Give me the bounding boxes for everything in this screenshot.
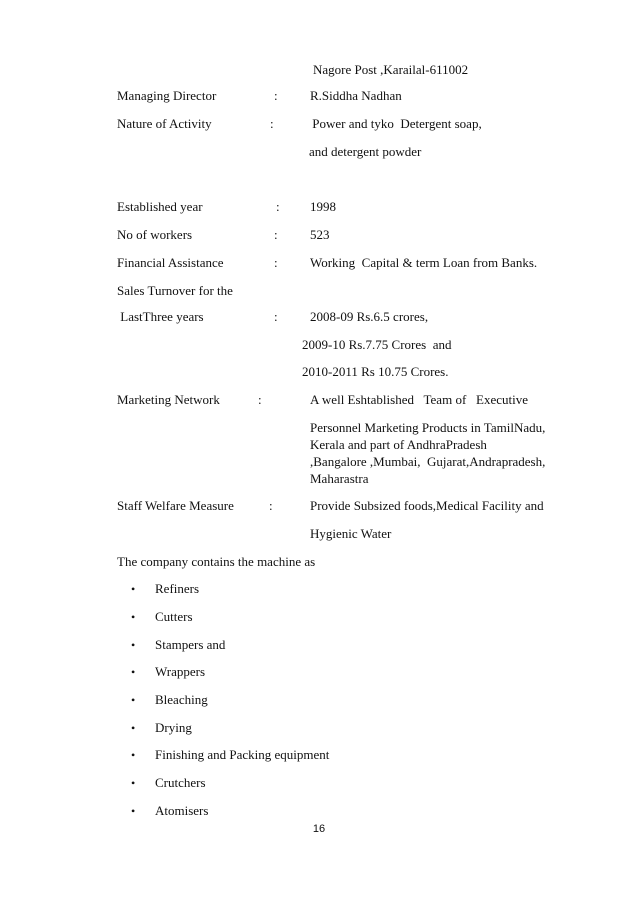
marketing-network-value-5: Maharastra <box>310 471 369 486</box>
staff-welfare-colon: : <box>269 498 273 513</box>
bullet-icon: • <box>131 582 136 596</box>
staff-welfare-label: Staff Welfare Measure <box>117 498 234 513</box>
machine-name: Crutchers <box>155 775 206 790</box>
sales-turnover-label-2: LastThree years <box>117 309 204 324</box>
machine-name: Refiners <box>155 581 200 596</box>
machines-intro: The company contains the machine as <box>117 554 316 569</box>
machine-name: Drying <box>155 720 192 735</box>
sales-turnover-value-2: 2009-10 Rs.7.75 Crores and <box>302 337 452 352</box>
bullet-icon: • <box>131 638 136 652</box>
marketing-network-value-2: Personnel Marketing Products in TamilNadu, <box>310 420 546 435</box>
sales-turnover-value: 2008-09 Rs.6.5 crores, <box>310 309 429 324</box>
sales-turnover-label: Sales Turnover for the <box>117 283 233 298</box>
machine-name: Stampers and <box>155 637 226 652</box>
marketing-network-colon: : <box>258 392 262 407</box>
machine-name: Cutters <box>155 609 193 624</box>
managing-director-colon: : <box>274 88 278 103</box>
managing-director-value: R.Siddha Nadhan <box>310 88 402 103</box>
marketing-network-value: A well Eshtablished Team of Executive <box>310 392 528 407</box>
sales-turnover-value-3: 2010-2011 Rs 10.75 Crores. <box>302 364 449 379</box>
staff-welfare-value: Provide Subsized foods,Medical Facility and <box>310 498 544 513</box>
bullet-icon: • <box>131 721 136 735</box>
machine-name: Atomisers <box>155 803 209 818</box>
established-year-value: 1998 <box>310 199 336 214</box>
bullet-icon: • <box>131 665 136 679</box>
marketing-network-value-4: ,Bangalore ,Mumbai, Gujarat,Andrapradesh, <box>310 454 546 469</box>
machine-name: Finishing and Packing equipment <box>155 747 330 762</box>
machine-name: Wrappers <box>155 664 206 679</box>
no-of-workers-label: No of workers <box>117 227 193 242</box>
established-year-colon: : <box>276 199 280 214</box>
bullet-icon: • <box>131 804 136 818</box>
staff-welfare-value-2: Hygienic Water <box>310 526 392 541</box>
bullet-icon: • <box>131 610 136 624</box>
page-number: 16 <box>312 823 326 835</box>
nature-of-activity-value: Power and tyko Detergent soap, <box>309 116 482 131</box>
bullet-icon: • <box>131 693 136 707</box>
managing-director-label: Managing Director <box>117 88 217 103</box>
bullet-icon: • <box>131 748 136 762</box>
marketing-network-value-3: Kerala and part of AndhraPradesh <box>310 437 487 452</box>
machine-name: Bleaching <box>155 692 208 707</box>
bullet-icon: • <box>131 776 136 790</box>
marketing-network-label: Marketing Network <box>117 392 220 407</box>
nature-of-activity-label: Nature of Activity <box>117 116 212 131</box>
address-line: Nagore Post ,Karailal-611002 <box>313 62 469 77</box>
sales-turnover-colon: : <box>274 309 278 324</box>
no-of-workers-colon: : <box>274 227 278 242</box>
established-year-label: Established year <box>117 199 203 214</box>
no-of-workers-value: 523 <box>310 227 330 242</box>
financial-assistance-label: Financial Assistance <box>117 255 224 270</box>
nature-of-activity-value-2: and detergent powder <box>309 144 422 159</box>
financial-assistance-value: Working Capital & term Loan from Banks. <box>310 255 538 270</box>
financial-assistance-colon: : <box>274 255 278 270</box>
nature-of-activity-colon: : <box>270 116 274 131</box>
